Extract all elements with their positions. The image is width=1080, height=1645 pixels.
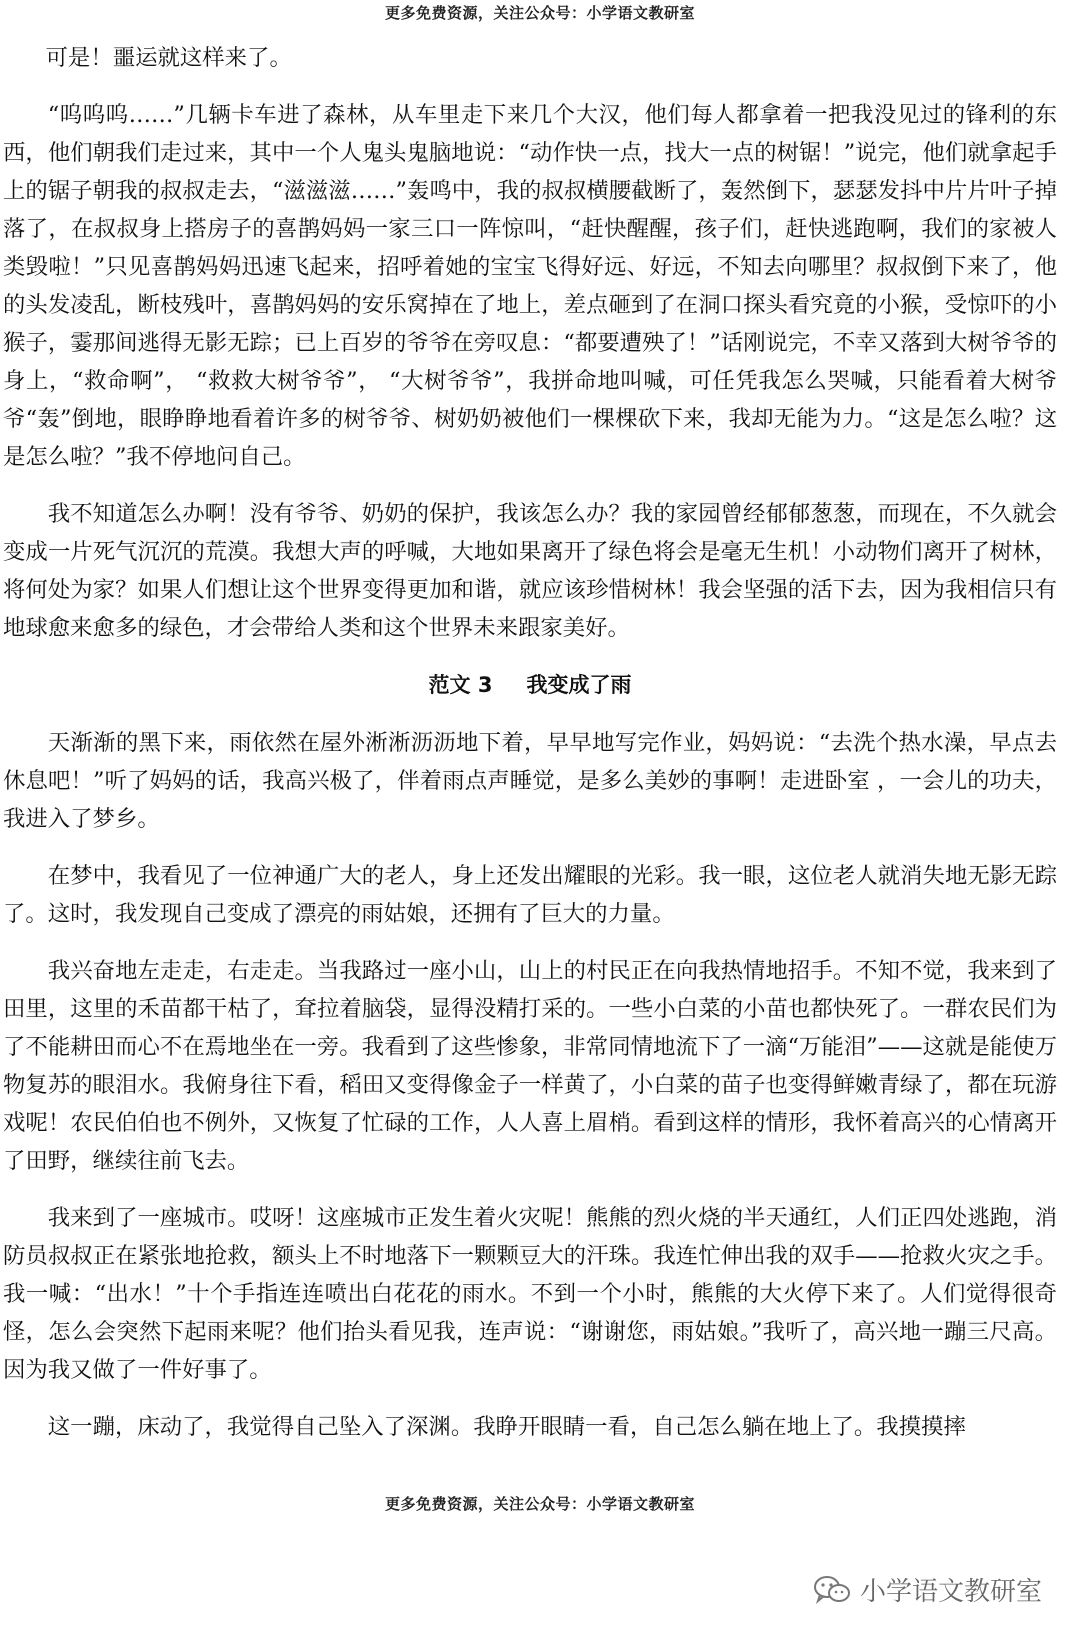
wechat-watermark <box>812 1571 1042 1608</box>
document-body <box>3 39 1057 1465</box>
watermark-text: 小学语文教研室 <box>859 1577 1042 1607</box>
paragraph: 我不知道怎么办啊！没有爷爷、奶奶的保护，我该怎么办？我的家园曾经郁郁葱葱，而现在，不久就会变成一片死气沉沉的荒漠。我想大声的呼喊，大地如果离开了绿色将会是毫无生机！小动物们离开了树林，将何处为家？如果人们想让这个世界变得更加和谐，就应该珍惜树林！我会坚强的活下去，因为我相信只有地球愈来愈多的绿色，才会带给人类和这个世界未来跟家美好。 <box>3 501 1057 641</box>
paragraph: 在梦中，我看见了一位神通广大的老人，身上还发出耀眼的光彩。我一眼，这位老人就消失地无影无踪了。这时，我发现自己变成了漂亮的雨姑娘，还拥有了巨大的力量。 <box>3 863 1057 927</box>
page-footer: 更多免费资源，关注公众号：小学语文教研室 <box>384 1495 695 1513</box>
paragraph: 天渐渐的黑下来，雨依然在屋外淅淅沥沥地下着，早早地写完作业，妈妈说：“去洗个热水澡，早点去休息吧！”听了妈妈的话，我高兴极了，伴着雨点声睡觉，是多么美妙的事啊！走进卧室 ，一会儿的功夫，我进入了梦乡。 <box>3 730 1057 832</box>
paragraph: 可是！噩运就这样来了。 <box>45 45 292 71</box>
section-title-text: 我变成了雨 <box>526 673 632 697</box>
wechat-icon <box>812 1573 852 1607</box>
section-title <box>3 666 1057 704</box>
section-title-label: 范文 3 <box>428 673 493 697</box>
page-header: 更多免费资源，关注公众号：小学语文教研室 <box>384 4 695 22</box>
paragraph: 我来到了一座城市。哎呀！这座城市正发生着火灾呢！熊熊的烈火烧的半天通红，人们正四处逃跑，消防员叔叔正在紧张地抢救，额头上不时地落下一颗颗豆大的汗珠。我连忙伸出我的双手——抢救火灾之手。我一喊：“出水！”十个手指连连喷出白花花的雨水。不到一个小时，熊熊的大火停下来了。人们觉得很奇怪，怎么会突然下起雨来呢？他们抬头看见我，连声说：“谢谢您，雨姑娘。”我听了，高兴地一蹦三尺高。因为我又做了一件好事了。 <box>3 1205 1057 1383</box>
paragraph: “呜呜呜……”几辆卡车进了森林，从车里走下来几个大汉，他们每人都拿着一把我没见过的锋利的东西，他们朝我们走过来，其中一个人鬼头鬼脑地说：“动作快一点，找大一点的树锯！”说完，他们就拿起手上的锯子朝我的叔叔走去，“滋滋滋……”轰鸣中，我的叔叔横腰截断了，轰然倒下，瑟瑟发抖中片片叶子掉落了，在叔叔身上搭房子的喜鹊妈妈一家三口一阵惊叫，“赶快醒醒，孩子们，赶快逃跑啊，我们的家被人类毁啦！”只见喜鹊妈妈迅速飞起来，招呼着她的宝宝飞得好远、好远，不知去向哪里？叔叔倒下来了，他的头发凌乱，断枝残叶，喜鹊妈妈的安乐窝掉在了地上，差点砸到了在洞口探头看究竟的小猴，受惊吓的小猴子，霎那间逃得无影无踪；已上百岁的爷爷在旁叹息：“都要遭殃了！”话刚说完，不幸又落到大树爷爷的身上，“救命啊”， “救救大树爷爷”， “大树爷爷”，我拼命地叫喊，可任凭我怎么哭喊，只能看着大树爷爷“轰”倒地，眼睁睁地看着许多的树爷爷、树奶奶被他们一棵棵砍下来，我却无能为力。“这是怎么啦？这是怎么啦？”我不停地问自己。 <box>3 102 1057 470</box>
paragraph: 这一蹦，床动了，我觉得自己坠入了深渊。我睁开眼睛一看，自己怎么躺在地上了。我摸摸摔 <box>47 1414 966 1440</box>
paragraph: 我兴奋地左走走，右走走。当我路过一座小山，山上的村民正在向我热情地招手。不知不觉，我来到了田里，这里的禾苗都干枯了，耷拉着脑袋，显得没精打采的。一些小白菜的小苗也都快死了。一群农民们为了不能耕田而心不在焉地坐在一旁。我看到了这些惨象，非常同情地流下了一滴“万能泪”——这就是能使万物复苏的眼泪水。我俯身往下看，稻田又变得像金子一样黄了，小白菜的苗子也变得鲜嫩青绿了，都在玩游戏呢！农民伯伯也不例外，又恢复了忙碌的工作，人人喜上眉梢。看到这样的情形，我怀着高兴的心情离开了田野，继续往前飞去。 <box>3 958 1057 1174</box>
